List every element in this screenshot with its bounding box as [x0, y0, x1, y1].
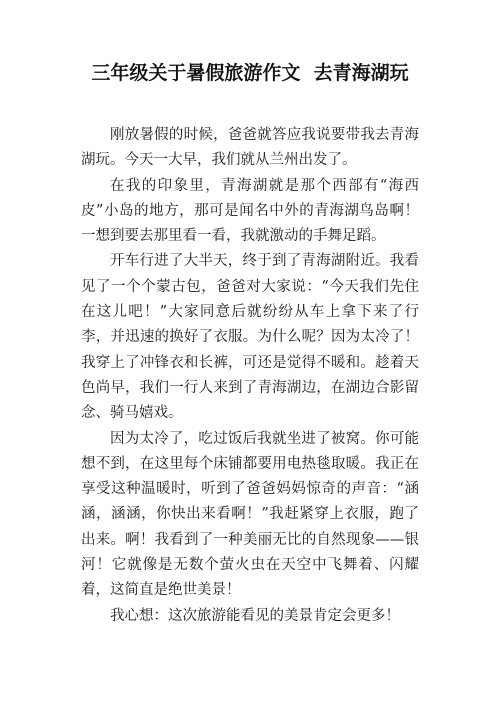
document-title: 三年级关于暑假旅游作文 去青海湖玩	[91, 62, 409, 84]
paragraph: 开车行进了大半天，终于到了青海湖附近。我看见了一个个蒙古包，爸爸对大家说：“今天我们先住在这儿吧！”大家同意后就纷纷从车上拿下来了行李，并迅速的换好了衣服。为什么呢？因为太冷了！我穿上了冲锋衣和长裤，可还是觉得不暖和。趁着天色尚早，我们一行人来到了青海湖边，在湖边合影留念、骑马嬉戏。	[81, 253, 419, 422]
paragraph: 我心想：这次旅游能看见的美景肯定会更多！	[110, 607, 400, 624]
paragraph: 刚放暑假的时候，爸爸就答应我说要带我去青海湖玩。今天一大早，我们就从兰州出发了。	[81, 127, 419, 169]
paragraph: 在我的印象里，青海湖就是那个西部有“海西皮”小岛的地方，那可是闻名中外的青海湖鸟岛啊！一想到要去那里看一看，我就激动的手舞足蹈。	[81, 177, 419, 245]
paragraph: 因为太冷了，吃过饭后我就坐进了被窝。你可能想不到，在这里每个床铺都要用电热毯取暖。我正在享受这种温暖时，听到了爸爸妈妈惊奇的声音：“涵涵，涵涵，你快出来看啊！”我赶紧穿上衣服，跑了出来。啊！我看到了一种美丽无比的自然现象——银河！它就像是无数个萤火虫在天空中飞舞着、闪耀着，这简直是绝世美景！	[81, 430, 419, 599]
document-body	[81, 123, 419, 629]
